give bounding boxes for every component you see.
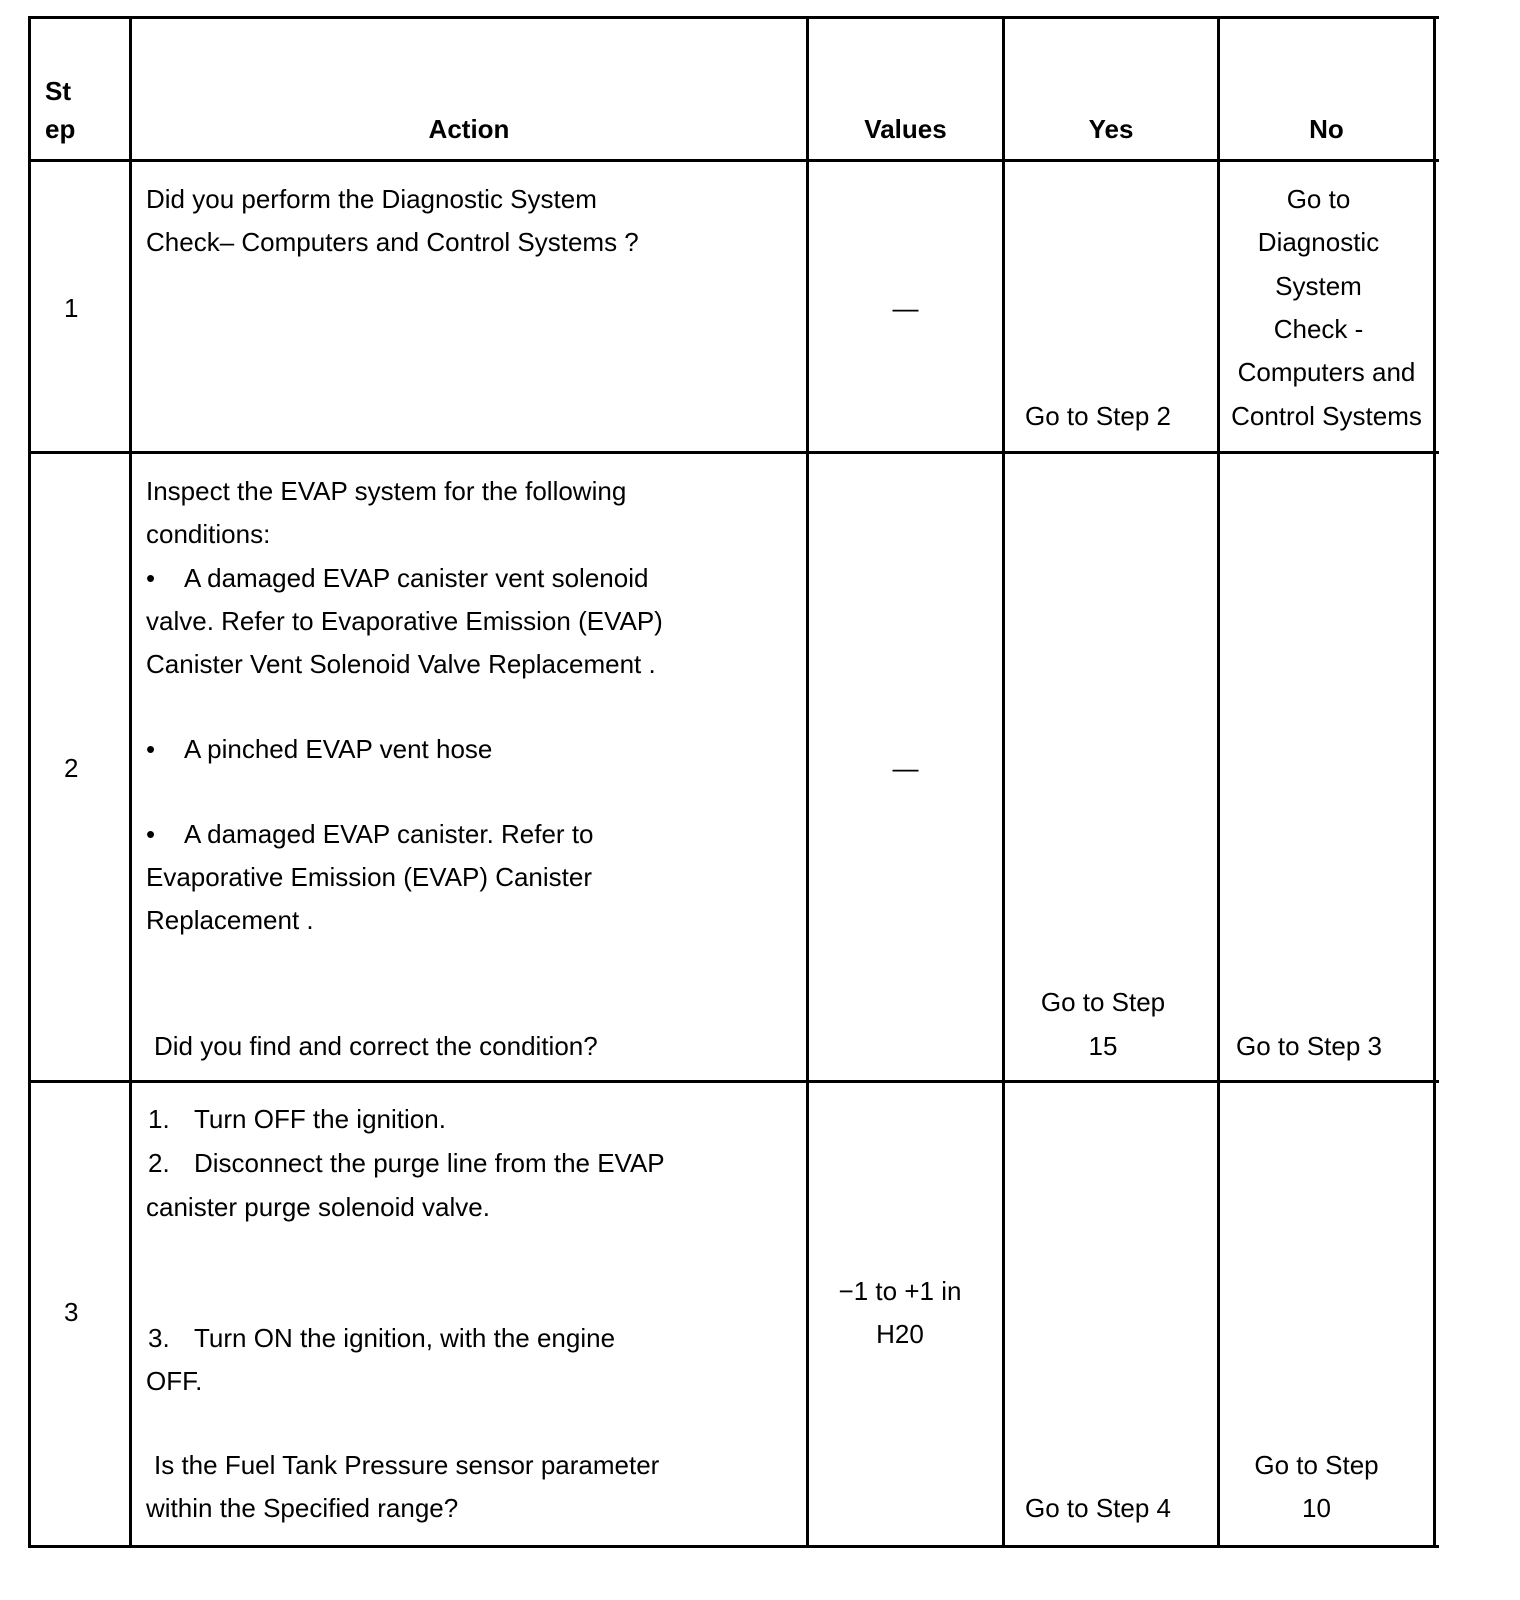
- row2-bullet2: • A pinched EVAP vent hose: [146, 727, 492, 771]
- row3-item3-line2: OFF.: [146, 1366, 203, 1396]
- row3-item2-line1: 2. Disconnect the purge line from the EVAP: [148, 1148, 665, 1178]
- row3-item2-line2: canister purge solenoid valve.: [146, 1192, 490, 1222]
- row1-yes: Go to Step 2: [1025, 401, 1171, 431]
- column-divider-values: [1002, 16, 1005, 1548]
- row2-bullet3-line3: Replacement .: [146, 905, 314, 935]
- header-values: Values: [864, 114, 947, 144]
- header-no: No: [1309, 114, 1344, 144]
- row1-action-line1: Did you perform the Diagnostic System: [146, 184, 597, 214]
- table-border-top: [28, 16, 1439, 19]
- column-divider-step: [129, 16, 132, 1548]
- row2-step: 2: [64, 753, 79, 783]
- row2-intro-line2: conditions:: [146, 519, 271, 549]
- row2-yes-line1: Go to Step: [1040, 987, 1166, 1017]
- row2-value: —: [892, 753, 919, 783]
- row3-question-line1: Is the Fuel Tank Pressure sensor parameter: [154, 1450, 660, 1480]
- row2-intro-line1: Inspect the EVAP system for the following: [146, 476, 627, 506]
- table-border-right: [1433, 16, 1436, 1548]
- row1-no-line2: Diagnostic: [1257, 227, 1380, 257]
- row2-bullet1-line1: • A damaged EVAP canister vent solenoid: [146, 556, 648, 600]
- table-border-left: [28, 16, 31, 1548]
- row2-bullet1-line2: valve. Refer to Evaporative Emission (EVAP): [146, 606, 663, 636]
- row1-no-line5: Computers and: [1237, 357, 1416, 387]
- row-divider-1: [28, 451, 1439, 454]
- header-yes: Yes: [1088, 114, 1134, 144]
- row2-yes-line2: 15: [1088, 1031, 1118, 1061]
- bullet-icon: •: [146, 734, 156, 764]
- row3-yes: Go to Step 4: [1025, 1493, 1171, 1523]
- row2-no: Go to Step 3: [1236, 1031, 1382, 1061]
- header-step-line1: St: [45, 76, 71, 106]
- bullet-icon: •: [146, 819, 156, 849]
- row1-step: 1: [64, 293, 79, 323]
- row2-question: Did you find and correct the condition?: [154, 1031, 598, 1061]
- row1-no-line4: Check -: [1273, 314, 1364, 344]
- row2-bullet3-line2: Evaporative Emission (EVAP) Canister: [146, 862, 593, 892]
- row1-no-line6: Control Systems: [1231, 401, 1422, 431]
- row1-action-line2: Check– Computers and Control Systems ?: [146, 227, 639, 257]
- header-step-line2: ep: [45, 114, 76, 144]
- header-action: Action: [428, 114, 510, 144]
- row3-step: 3: [64, 1297, 79, 1327]
- row3-no-line1: Go to Step: [1254, 1450, 1379, 1480]
- table-border-bottom: [28, 1545, 1439, 1548]
- row-divider-header: [28, 159, 1439, 162]
- row3-no-line2: 10: [1302, 1493, 1331, 1523]
- bullet-icon: •: [146, 563, 156, 593]
- row2-bullet1-line3: Canister Vent Solenoid Valve Replacement .: [146, 649, 656, 679]
- row3-value-line1: −1 to +1 in: [838, 1276, 962, 1306]
- row1-value: —: [892, 293, 919, 323]
- header-step: [45, 72, 75, 148]
- row3-value-line2: H20: [876, 1319, 924, 1349]
- row3-question-line2: within the Specified range?: [146, 1493, 459, 1523]
- row-divider-2: [28, 1080, 1439, 1083]
- row3-item1: 1. Turn OFF the ignition.: [148, 1104, 446, 1134]
- row3-item3-line1: 3. Turn ON the ignition, with the engine: [148, 1323, 616, 1353]
- row1-no-line3: System: [1275, 271, 1362, 301]
- row1-no-line1: Go to: [1286, 184, 1351, 214]
- row2-bullet3-line1: • A damaged EVAP canister. Refer to: [146, 812, 594, 856]
